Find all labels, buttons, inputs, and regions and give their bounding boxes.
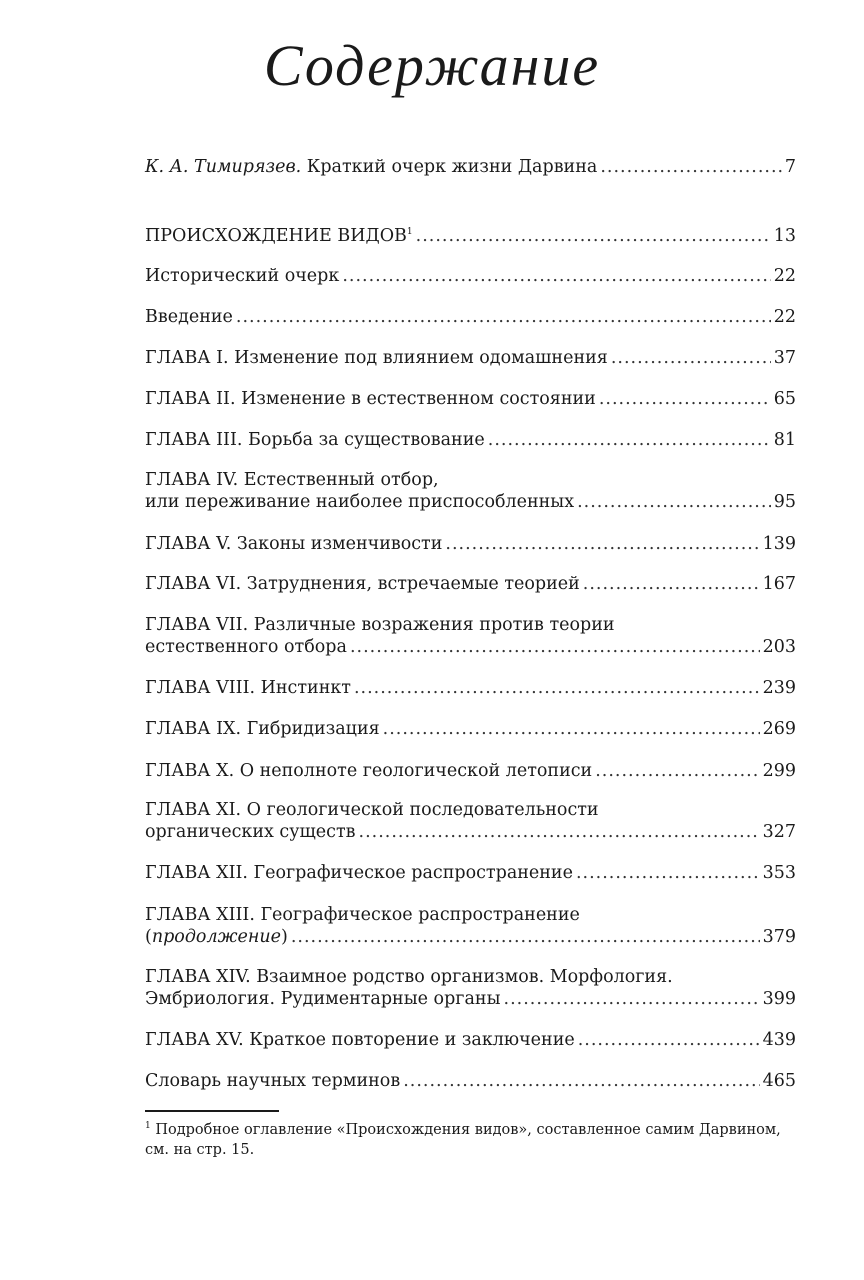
entry-title: ГЛАВА II. Изменение в естественном состоянии [145,389,596,409]
entry-title: ГЛАВА XII. Географическое распространение [145,863,573,883]
toc-entry[interactable] [145,306,796,328]
entry-page: 353 [762,863,796,883]
entry-page: 465 [762,1071,796,1091]
entry-page: 167 [762,574,796,594]
entry-page: 37 [773,348,796,368]
entry-title: ПРОИСХОЖДЕНИЕ ВИДОВ [145,226,407,246]
entry-title: Краткий очерк жизни Дарвина [301,157,598,177]
toc-entry[interactable] [145,347,796,369]
leader-dots [354,677,760,699]
page-title: Содержание [263,33,601,98]
entry-title: естественного отбора [145,637,347,657]
toc-entry[interactable] [145,225,796,247]
leader-dots [599,388,771,410]
entry-page: 13 [773,226,796,246]
entry-title: Эмбриология. Рудиментарные органы [145,989,501,1009]
entry-title-line1: ГЛАВА VII. Различные возражения против теории [145,615,615,635]
entry-title: ГЛАВА X. О неполноте геологической летописи [145,761,593,781]
leader-dots [359,821,760,843]
toc-entry[interactable] [145,533,796,555]
entry-title: ГЛАВА I. Изменение под влиянием одомашнения [145,348,608,368]
entry-page: 439 [762,1030,796,1050]
leader-dots [595,760,759,782]
toc-entry[interactable] [145,429,796,451]
entry-title-line1: ГЛАВА XIV. Взаимное родство организмов. Морфология. [145,967,673,987]
entry-title: Введение [145,307,233,327]
leader-dots [611,347,771,369]
leader-dots [445,533,759,555]
entry-title-line1: ГЛАВА IV. Естественный отбор, [145,470,439,490]
entry-page: 379 [762,927,796,947]
entry-title-line1: ГЛАВА XI. О геологической последовательности [145,800,599,820]
leader-dots [383,718,760,740]
entry-title: Исторический очерк [145,266,340,286]
entry-title: ГЛАВА XV. Краткое повторение и заключение [145,1030,575,1050]
entry-title: или переживание наиболее приспособленных [145,492,575,512]
leader-dots [342,265,770,287]
leader-dots [236,306,771,328]
entry-page: 95 [773,492,796,512]
entry-page: 269 [762,719,796,739]
entry-page: 65 [773,389,796,409]
entry-title: ГЛАВА V. Законы изменчивости [145,534,443,554]
entry-title-pre: ( [145,927,152,947]
footnote [145,1120,805,1160]
leader-dots [583,573,760,595]
toc-entry[interactable] [145,862,796,884]
entry-author: К. А. Тимирязев. [145,157,302,177]
toc-entry[interactable] [145,469,796,513]
entry-page: 81 [773,430,796,450]
leader-dots [600,156,782,178]
leader-dots [504,988,760,1010]
entry-page: 22 [773,266,796,286]
toc-entry[interactable] [145,573,796,595]
toc-entry[interactable] [145,677,796,699]
toc-entry[interactable] [145,265,796,287]
toc-entry[interactable] [145,156,796,178]
leader-dots [416,225,771,247]
leader-dots [577,491,771,513]
leader-dots [576,862,760,884]
entry-page: 239 [762,678,796,698]
entry-title: ГЛАВА VIII. Инстинкт [145,678,351,698]
toc-entry[interactable] [145,718,796,740]
toc-entry[interactable] [145,614,796,658]
entry-page: 203 [762,637,796,657]
footnote-divider [145,1110,279,1112]
leader-dots [578,1029,760,1051]
entry-page: 399 [762,989,796,1009]
toc-entry[interactable] [145,799,796,843]
entry-title: ГЛАВА IX. Гибридизация [145,719,380,739]
footnote-ref[interactable]: 1 [406,227,413,238]
toc-entry[interactable] [145,1070,796,1092]
entry-title: органических существ [145,822,356,842]
toc-entry[interactable] [145,760,796,782]
entry-title: ГЛАВА III. Борьба за существование [145,430,485,450]
leader-dots [291,926,760,948]
entry-page: 7 [784,157,796,177]
toc-entry[interactable] [145,904,796,948]
entry-title: Словарь научных терминов [145,1071,401,1091]
footnote-mark: 1 [145,1121,151,1132]
leader-dots [403,1070,759,1092]
entry-title-line1: ГЛАВА XIII. Географическое распространение [145,905,580,925]
leader-dots [350,636,760,658]
toc-entry[interactable] [145,1029,796,1051]
entry-page: 327 [762,822,796,842]
entry-title: ГЛАВА VI. Затруднения, встречаемые теорией [145,574,580,594]
entry-page: 139 [762,534,796,554]
toc-entry[interactable] [145,966,796,1010]
entry-title-italic: продолжение [151,927,282,947]
entry-page: 299 [762,761,796,781]
leader-dots [488,429,771,451]
entry-page: 22 [773,307,796,327]
footnote-text: Подробное оглавление «Происхождения видов», составленное самим Дарвином, см. на стр. 15. [145,1122,781,1158]
toc-entry[interactable] [145,388,796,410]
entry-title-post: ) [281,927,288,947]
